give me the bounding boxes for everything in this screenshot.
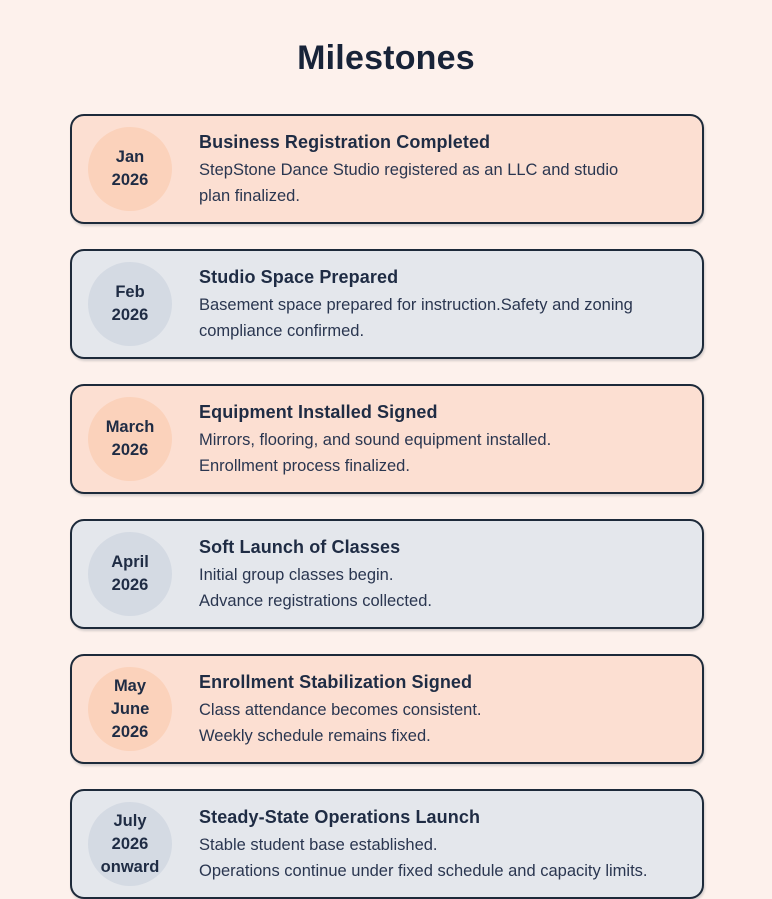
date-line: 2026: [111, 722, 149, 741]
milestone-card-jan-2026: [70, 114, 704, 224]
milestone-content: [199, 805, 684, 884]
milestones-list: [70, 114, 704, 899]
milestone-content: [199, 265, 684, 344]
milestone-body-line: Operations continue under fixed schedule and capacity limits.: [199, 861, 648, 880]
milestone-content: [199, 670, 684, 749]
date-line: Feb: [115, 283, 145, 301]
milestone-title: Equipment Installed Signed: [199, 401, 438, 422]
date-badge: [88, 667, 172, 751]
date-line: July: [113, 811, 147, 830]
milestone-body-line: compliance confirmed.: [199, 321, 365, 340]
date-line: 2026: [111, 441, 149, 459]
milestone-content: [199, 535, 684, 614]
milestone-body-line: plan finalized.: [199, 186, 300, 205]
milestone-content: [199, 130, 684, 209]
page-title: Milestones: [297, 39, 475, 77]
milestone-title: Enrollment Stabilization Signed: [199, 671, 473, 692]
milestone-body-line: Enrollment process finalized.: [199, 456, 410, 475]
milestone-body-line: Weekly schedule remains fixed.: [199, 726, 431, 745]
date-badge: [88, 802, 172, 886]
milestone-title: Business Registration Completed: [199, 131, 491, 152]
date-badge: [88, 127, 172, 211]
date-badge: [88, 397, 172, 481]
milestone-title: Studio Space Prepared: [199, 266, 399, 287]
milestone-card-march-2026: [70, 384, 704, 494]
milestone-body-line: Class attendance becomes consistent.: [199, 700, 482, 719]
date-line: onward: [100, 857, 160, 876]
milestone-body-line: Initial group classes begin.: [199, 565, 394, 584]
milestone-card-feb-2026: [70, 249, 704, 359]
milestone-title: Steady-State Operations Launch: [199, 806, 481, 827]
date-line: 2026: [111, 306, 149, 324]
milestone-card-may-june-2026: [70, 654, 704, 764]
date-line: June: [110, 699, 150, 718]
date-badge: [88, 262, 172, 346]
milestone-title: Soft Launch of Classes: [199, 536, 401, 557]
milestone-card-july-2026-onward: [70, 789, 704, 899]
date-line: 2026: [111, 834, 149, 853]
milestone-body-line: Basement space prepared for instruction.Safety and zoning: [199, 295, 633, 314]
date-badge: [88, 532, 172, 616]
date-line: Jan: [115, 148, 145, 166]
date-line: April: [111, 553, 149, 571]
milestone-body-line: StepStone Dance Studio registered as an LLC and studio: [199, 160, 619, 179]
date-line: March: [105, 418, 155, 436]
date-line: 2026: [111, 576, 149, 594]
milestone-content: [199, 400, 684, 479]
date-line: May: [113, 676, 147, 695]
milestone-body-line: Mirrors, flooring, and sound equipment installed.: [199, 430, 552, 449]
milestone-body-line: Stable student base established.: [199, 835, 438, 854]
date-line: 2026: [111, 171, 149, 189]
milestone-body-line: Advance registrations collected.: [199, 591, 432, 610]
milestone-card-april-2026: [70, 519, 704, 629]
